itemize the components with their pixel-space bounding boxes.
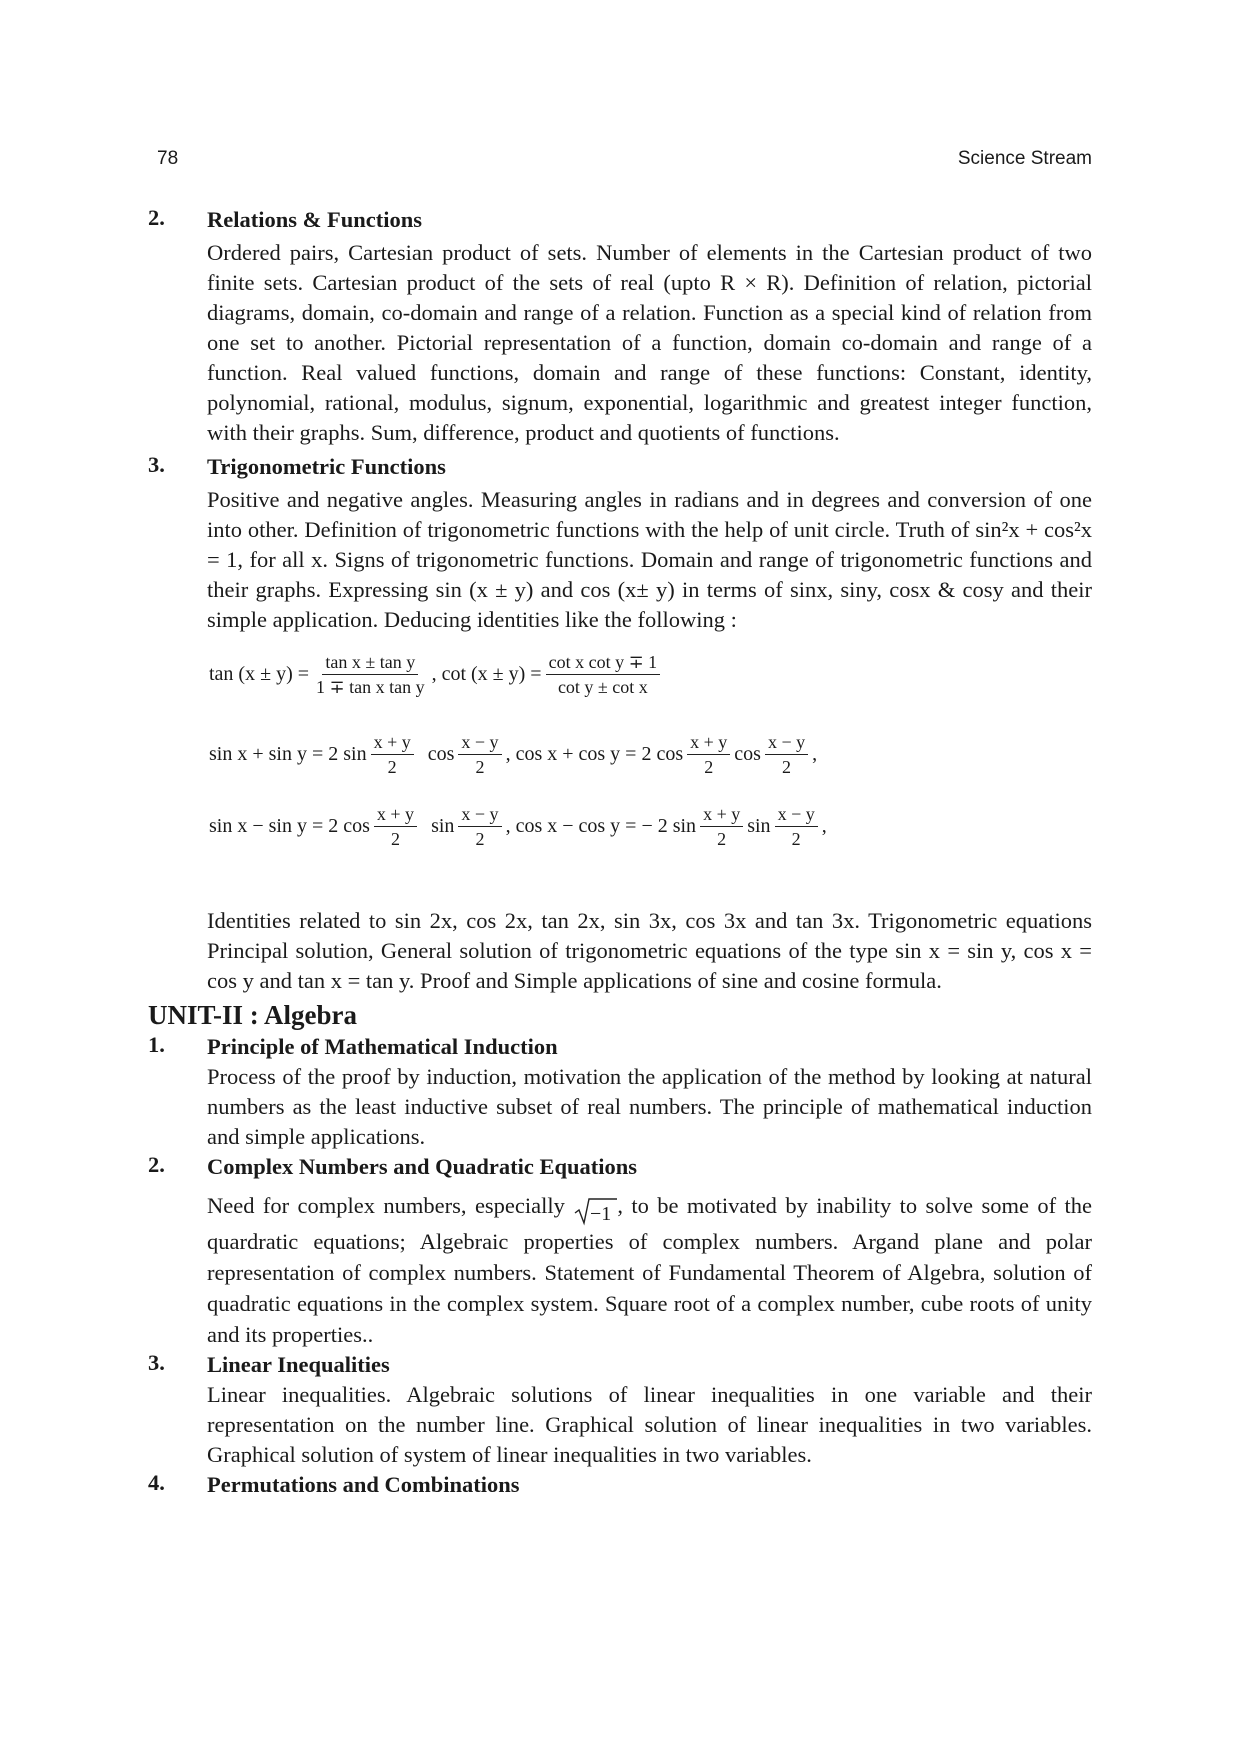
fraction xyxy=(458,731,501,778)
section-number: 2. xyxy=(148,1152,165,1177)
page-content xyxy=(148,205,1092,1500)
formula-tan-cot xyxy=(209,651,664,698)
denominator: 2 xyxy=(475,757,485,777)
section-body: Identities related to sin 2x, cos 2x, tan 2x, sin 3x, cos 3x and tan 3x. Trigonometric equations Principal solution, General solution of trigonometric equations of the type sin x = sin y, cos x = cos y and tan x = tan y. Proof and Simple applications of sine and cosine formula. xyxy=(207,908,1092,993)
cot-fraction xyxy=(546,651,661,698)
section-title: Linear Inequalities xyxy=(207,1351,390,1377)
fraction xyxy=(371,731,414,778)
section-number: 3. xyxy=(148,1349,165,1375)
denominator: 1 ∓ tan x tan y xyxy=(316,677,425,697)
section-linear-inequalities xyxy=(148,1350,1092,1470)
denominator: 2 xyxy=(390,829,400,849)
sin-label: sin xyxy=(431,815,455,837)
running-head: Science Stream xyxy=(957,148,1092,169)
denominator: 2 xyxy=(704,757,714,777)
section-number: 3. xyxy=(148,452,165,477)
trig-identities xyxy=(209,651,1092,896)
cos-label: cos xyxy=(734,743,761,765)
numerator: x + y xyxy=(371,731,414,755)
diff-sin-lhs: sin x − sin y = 2 cos xyxy=(209,815,370,837)
numerator: x + y xyxy=(374,803,417,827)
denominator: 2 xyxy=(717,829,727,849)
square-root-icon xyxy=(573,1193,617,1226)
numerator: x − y xyxy=(458,731,501,755)
formula-difference xyxy=(209,803,827,850)
section-relations xyxy=(148,205,1092,448)
numerator: x − y xyxy=(775,803,818,827)
denominator: 2 xyxy=(791,829,801,849)
body-text: Need for complex numbers, especially xyxy=(207,1193,565,1218)
section-induction xyxy=(148,1032,1092,1152)
numerator: x − y xyxy=(765,731,808,755)
numerator: cot x cot y ∓ 1 xyxy=(546,651,661,675)
fraction xyxy=(765,731,808,778)
comma: , xyxy=(821,815,827,837)
section-title: Principle of Mathematical Induction xyxy=(207,1034,558,1059)
denominator: cot y ± cot x xyxy=(557,677,648,697)
fraction xyxy=(458,803,501,850)
section-title: Complex Numbers and Quadratic Equations xyxy=(207,1154,638,1179)
section-trigonometric xyxy=(148,452,1092,635)
page-header xyxy=(157,148,1092,178)
denominator: 2 xyxy=(387,757,397,777)
denominator: 2 xyxy=(782,757,792,777)
section-title: Permutations and Combinations xyxy=(207,1471,520,1497)
diff-cos-lhs: , cos x − cos y = − 2 sin xyxy=(505,815,697,837)
cos-label: cos xyxy=(427,743,455,765)
fraction xyxy=(775,803,818,850)
numerator: x + y xyxy=(687,731,730,755)
denominator: 2 xyxy=(475,829,485,849)
sin-label: sin xyxy=(747,815,771,837)
page-number: 78 xyxy=(157,148,179,169)
section-body: Linear inequalities. Algebraic solutions of linear inequalities in one variable and their representation on the number line. Graphical solution of linear inequalities in two variables. Graphical solution of system of linear inequalities in two variables. xyxy=(207,1381,1092,1467)
section-number: 4. xyxy=(148,1469,165,1495)
unit-heading: UNIT-II : Algebra xyxy=(148,1000,358,1030)
formula-sum xyxy=(209,731,817,778)
section-permutations xyxy=(148,1470,1092,1500)
section-title: Trigonometric Functions xyxy=(207,454,446,479)
sqrt-argument: −1 xyxy=(590,1202,612,1225)
section-body: Ordered pairs, Cartesian product of sets. Number of elements in the Cartesian product of two finite sets. Cartesian product of the sets of real (upto R × R). Definition of relation, pictorial diagrams, domain, co-domain and range of a relation. Function as a special kind of relation from one set to another. Pictorial representation of a function, domain co-domain and range of a function. Real valued functions, domain and range of these functions: Constant, identity, polynomial, rational, modulus, signum, exponential, logarithmic and greatest integer function, with their graphs. Sum, difference, product and quotients of functions. xyxy=(207,240,1092,445)
section-trigonometric-continued xyxy=(148,906,1092,996)
section-number: 1. xyxy=(148,1032,165,1057)
section-body xyxy=(207,1190,1092,1350)
cot-lhs: , cot (x ± y) = xyxy=(431,663,542,685)
comma: , xyxy=(812,743,818,765)
fraction xyxy=(700,803,743,850)
tan-lhs: tan (x ± y) = xyxy=(209,663,310,685)
numerator: x + y xyxy=(700,803,743,827)
numerator: x − y xyxy=(458,803,501,827)
numerator: tan x ± tan y xyxy=(322,651,418,675)
body-text: , to be motivated by inability to solve some of the quardratic equations; Algebraic properties of complex numbers. Argand plane and polar representation of complex numbers. Statement of Fundamental Theorem of Algebra, solution of quadratic equations in the complex system. Square root of a complex number, cube roots of unity and its properties.. xyxy=(207,1193,1092,1347)
fraction xyxy=(687,731,730,778)
sum-cos-lhs: , cos x + cos y = 2 cos xyxy=(505,743,684,765)
section-complex xyxy=(148,1152,1092,1350)
fraction xyxy=(374,803,417,850)
sum-sin-lhs: sin x + sin y = 2 sin xyxy=(209,743,367,765)
section-number: 2. xyxy=(148,205,165,230)
tan-fraction xyxy=(313,651,428,698)
section-body: Positive and negative angles. Measuring angles in radians and in degrees and conversion of one into other. Definition of trigonometric functions with the help of unit circle. Truth of sin²x + cos²x = 1, for all x. Signs of trigonometric functions. Domain and range of trigonometric functions and their graphs. Expressing sin (x ± y) and cos (x± y) in terms of sinx, siny, cosx & cosy and their simple application. Deducing identities like the following : xyxy=(207,487,1092,632)
section-title: Relations & Functions xyxy=(207,207,423,232)
section-body: Process of the proof by induction, motivation the application of the method by looking at natural numbers as the least inductive subset of real numbers. The principle of mathematical induction and simple applications. xyxy=(207,1064,1092,1149)
